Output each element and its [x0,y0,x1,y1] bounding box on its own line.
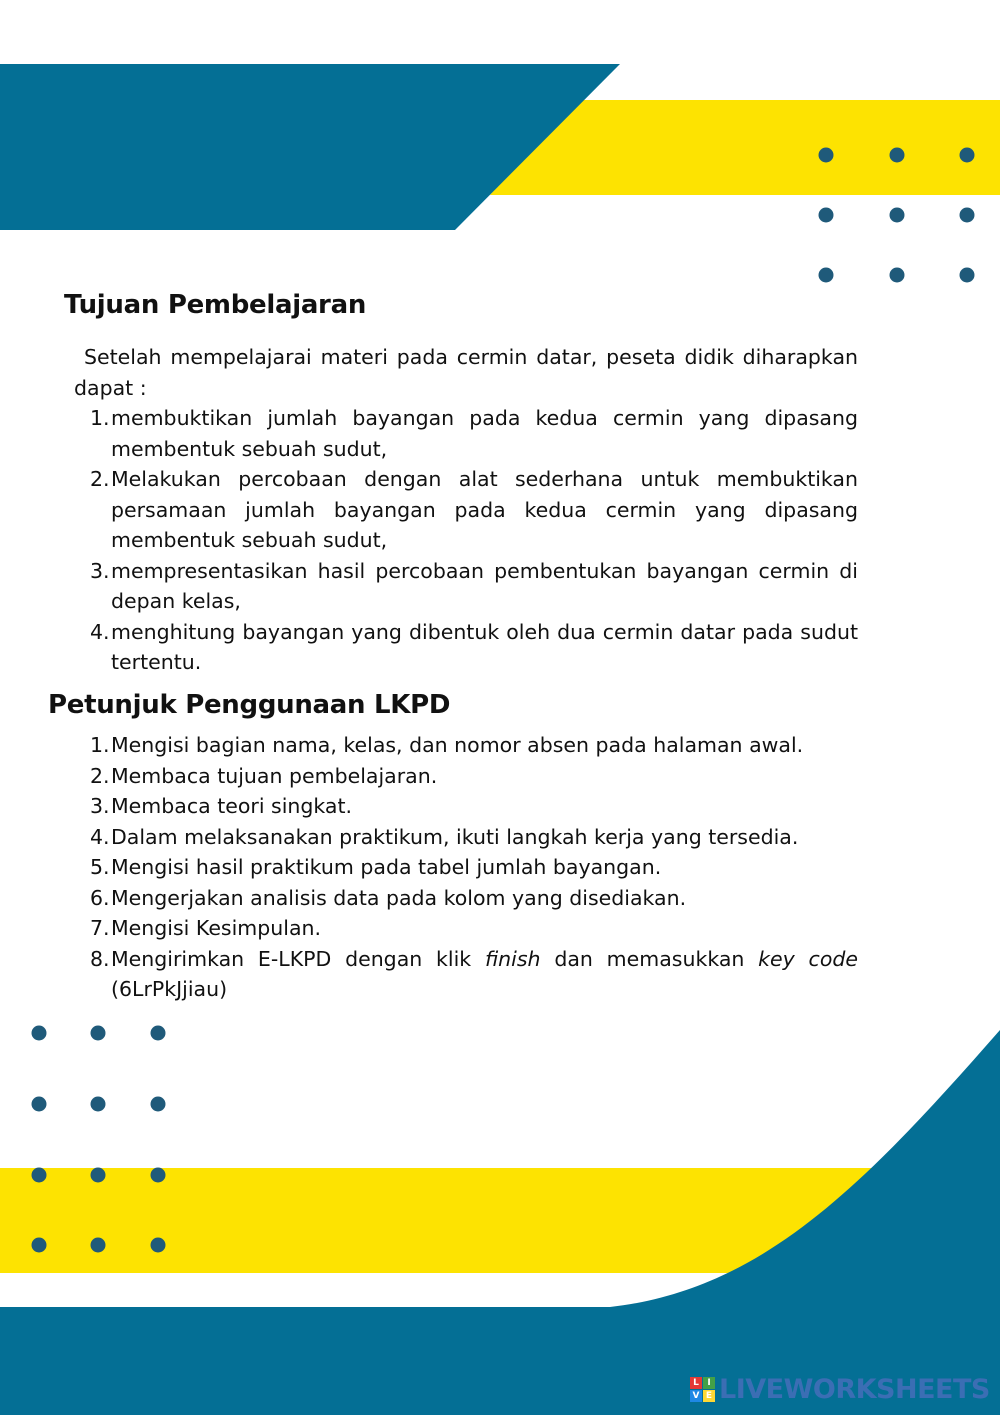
list-number: 2. [90,467,110,491]
item8-text-2: dan memasukkan [540,946,759,971]
petunjuk-item [90,791,858,822]
list-number: 4. [90,619,110,644]
petunjuk-item [90,883,858,914]
petunjuk-item [90,852,858,883]
petunjuk-item [90,944,858,1005]
petunjuk-item [90,822,858,853]
list-text: mempresentasikan hasil percobaan pembentukan bayangan cermin di depan kelas, [111,558,858,613]
petunjuk-item [90,730,858,761]
list-number: 6. [90,885,110,910]
list-number: 5. [90,855,110,879]
logo-letter: E [703,1390,715,1402]
list-number: 4. [90,824,110,849]
list-text: Melakukan percobaan dengan alat sederhana untuk membuktikan persamaan jumlah bayangan pada kedua cermin yang dipasang membentuk sebuah sudut, [111,467,858,552]
list-number: 7. [90,916,110,940]
list-text: Mengerjakan analisis data pada kolom yang disediakan. [111,885,687,910]
petunjuk-title: Petunjuk Penggunaan LKPD [48,690,451,720]
tujuan-list [90,403,858,678]
list-text: Mengisi bagian nama, kelas, dan nomor absen pada halaman awal. [111,733,804,757]
list-number: 3. [90,794,110,818]
petunjuk-list [90,730,858,1005]
key-code-value: (6LrPkJjiau) [111,977,228,1001]
list-number: 3. [90,558,110,583]
list-text: membuktikan jumlah bayangan pada kedua cermin yang dipasang membentuk sebuah sudut, [111,406,858,461]
brand-name: LIVEWORKSHEETS [719,1373,990,1405]
logo-letter: I [703,1377,715,1389]
list-number: 1. [90,406,110,430]
tujuan-item [90,464,858,556]
top-teal-band [0,64,620,230]
tujuan-intro: Setelah mempelajarai materi pada cermin datar, peseta didik diharapkan dapat : [74,345,858,400]
list-text: Mengisi hasil praktikum pada tabel jumlah bayangan. [111,855,662,879]
tujuan-title: Tujuan Pembelajaran [64,290,367,320]
finish-term: finish [484,946,541,971]
petunjuk-item [90,913,858,944]
item8-text-1: Mengirimkan E-LKPD dengan klik [111,946,485,971]
list-number: 1. [90,733,110,757]
list-number: 2. [90,763,110,788]
list-text: Mengisi Kesimpulan. [111,916,322,940]
list-text [111,944,858,1005]
list-text: Dalam melaksanakan praktikum, ikuti langkah kerja yang tersedia. [111,824,799,849]
liveworksheets-logo-icon [690,1377,715,1402]
list-text: menghitung bayangan yang dibentuk oleh dua cermin datar pada sudut tertentu. [111,619,858,674]
liveworksheets-brand[interactable] [690,1373,990,1405]
list-number: 8. [90,946,110,971]
list-text: Membaca teori singkat. [111,794,353,818]
tujuan-item [90,617,858,678]
logo-letter: L [690,1377,702,1389]
petunjuk-item [90,761,858,792]
list-text: Membaca tujuan pembelajaran. [111,763,438,788]
tujuan-item [90,556,858,617]
logo-letter: V [690,1390,702,1402]
tujuan-item [90,403,858,464]
key-code-term: key code [758,946,858,971]
